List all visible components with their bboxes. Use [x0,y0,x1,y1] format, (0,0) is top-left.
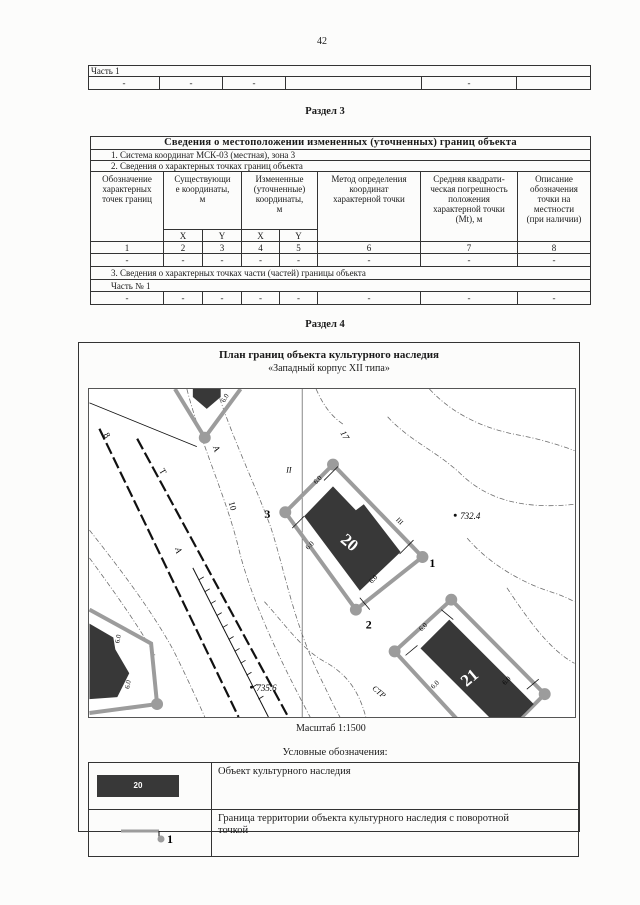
table-cell: - [318,292,421,305]
offset-label: 6.0 [123,679,133,690]
table-cell: - [318,254,421,267]
column-number: 6 [318,242,421,254]
elevation-dot [250,686,253,689]
contour-line [316,389,344,425]
table-cell: - [518,254,591,267]
terrain-label: СТР [370,683,388,701]
terrain-label: 17 [338,428,352,442]
table-cell: - [422,77,517,90]
column-number: 1 [91,242,164,254]
boundary-point [158,836,165,843]
terrain-label: А [210,443,223,454]
table-cell [286,77,422,90]
table-cell: - [280,254,318,267]
table-cell: - [280,292,318,305]
points-heading: 2. Сведения о характерных точках границ объекта [91,161,591,172]
building-number: 20 [337,529,363,556]
legend-symbol-cell [89,810,212,857]
boundary-point [199,432,211,444]
offset-label: 6.0 [113,633,123,644]
table-cell: - [164,292,203,305]
terrain-label: 10 [226,500,239,512]
contour-line [388,417,575,506]
building-number: 21 [456,664,483,691]
elevation-label: 732.4 [460,511,481,522]
table-title: Сведения о местоположении измененных (уточненных) границ объекта [91,137,591,150]
table-cell: - [421,292,518,305]
part-label: Часть 1 [89,66,591,77]
elevation-dot [454,514,457,517]
point-label: 1 [167,832,173,846]
boundary-point [279,506,291,518]
offset-label: 6.0 [311,474,324,486]
map-frame [88,388,576,718]
table-row [91,254,591,267]
point-label: 1 [429,555,436,570]
part-section-heading: 3. Сведения о характерных точках части (частей) границы объекта [91,267,591,280]
building-partial [193,389,221,409]
column-number: 4 [242,242,280,254]
hachure-ticks [199,577,264,699]
part-label: Часть № 1 [91,280,591,292]
table-cell: - [223,77,286,90]
previous-part-table [88,65,591,90]
boundary-plan-map [89,389,575,717]
legend-row [89,810,579,857]
table-cell: - [91,292,164,305]
header-point-designation: Обозначение характерных точек границ [91,172,164,242]
boundary-point [389,645,401,657]
legend-row [89,763,579,810]
boundary-point [327,459,339,471]
point-label: 2 [365,617,372,632]
table-cell [517,77,591,90]
boundary-point [539,688,551,700]
offset-label: 6.0 [500,674,513,687]
boundary-point [416,551,428,563]
table-cell: - [242,254,280,267]
contour-line [467,538,574,602]
legend-symbol-cell [89,763,212,810]
contour-line [507,588,575,664]
table-cell: - [203,292,242,305]
legend-label: Объект культурного наследия [212,763,579,810]
legend-label: Граница территории объекта культурного наследия с поворотной точкой [212,810,579,857]
offset-label: 6.0 [219,392,231,404]
legend-title: Условные обозначения: [282,747,388,758]
header-accuracy: Средняя квадрати- ческая погрешность положения характерной точки (Mt), м [421,172,518,242]
subheader-y: Y [280,230,318,242]
elevation-label: 735.6 [256,683,277,694]
road-edge [137,439,288,717]
table-cell: - [164,254,203,267]
offset-label: 6.0 [429,678,441,691]
section-heading: Раздел 4 [305,319,345,330]
column-number: 3 [203,242,242,254]
contour-line [217,389,340,717]
contour-line [429,389,574,451]
legend-table [88,762,579,857]
page-number: 42 [317,36,327,47]
cultural-heritage-object-symbol: 20 [97,775,179,797]
column-number: 7 [421,242,518,254]
header-changed-coords: Измененные (уточненные) координаты, м [242,172,318,230]
header-description: Описание обозначения точки на местности (при наличии) [518,172,591,242]
table-cell: - [421,254,518,267]
map-scale: Масштаб 1:1500 [296,723,366,734]
terrain-label: А [173,545,185,555]
table-cell: - [89,77,160,90]
offset-label: 6.0 [367,573,380,586]
subheader-y: Y [203,230,242,242]
table-row [91,292,591,305]
column-number: 2 [164,242,203,254]
column-number: 8 [518,242,591,254]
offset-label: 6.0 [303,539,316,552]
boundary-point [445,594,457,606]
table-cell: - [518,292,591,305]
boundary-point [350,604,362,616]
terrain-label: 8 [101,430,113,440]
offset-label: 6.0 [417,621,430,633]
terrain-label: III [394,515,405,527]
boundary-point [151,698,163,710]
table-cell: - [242,292,280,305]
terrain-label: II [286,465,292,475]
hachured-line [193,568,269,717]
table-cell: - [91,254,164,267]
section-heading: Раздел 3 [305,106,345,117]
header-existing-coords: Существующи е координаты, м [164,172,242,230]
subheader-x: X [242,230,280,242]
column-number: 5 [280,242,318,254]
coordinate-system: 1. Система координат МСК-03 (местная), зона 3 [91,150,591,161]
road-edge [89,403,196,447]
terrain-label: Т [157,466,169,477]
plan-title: План границ объекта культурного наследия [219,349,439,361]
header-method: Метод определения координат характерной точки [318,172,421,242]
point-label: 3 [264,507,271,522]
table-cell: - [203,254,242,267]
changed-boundaries-table [90,136,591,305]
plan-subtitle: «Западный корпус XII типа» [268,363,390,374]
boundary-with-point-symbol [91,822,209,852]
subheader-x: X [164,230,203,242]
table-cell: - [160,77,223,90]
